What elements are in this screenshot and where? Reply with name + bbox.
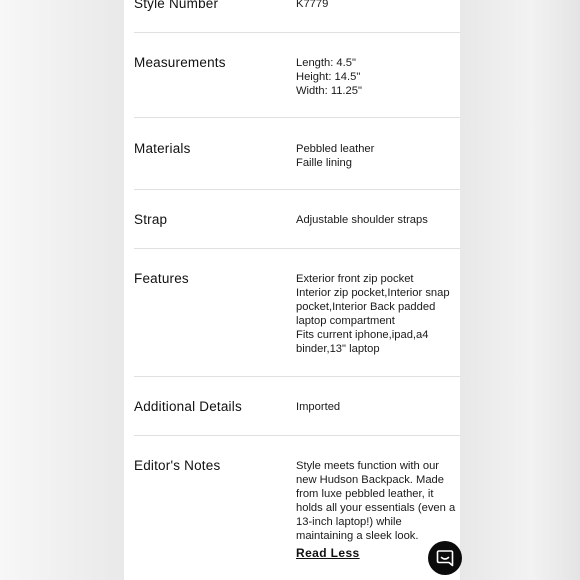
divider <box>134 189 460 190</box>
divider <box>134 117 460 118</box>
right-margin <box>460 0 580 580</box>
detail-label: Additional Details <box>134 399 242 414</box>
detail-value-line: Length: 4.5" <box>296 57 356 69</box>
detail-label: Materials <box>134 141 191 156</box>
chat-button[interactable] <box>428 541 462 575</box>
detail-value-line: Width: 11.25" <box>296 85 362 97</box>
left-margin <box>0 0 124 580</box>
detail-label: Style Number <box>134 0 219 11</box>
divider <box>134 376 460 377</box>
detail-value-line: K7779 <box>296 0 329 10</box>
detail-label: Strap <box>134 212 168 227</box>
detail-value <box>296 142 460 170</box>
divider <box>134 435 460 436</box>
detail-value-line: Height: 14.5" <box>296 71 361 83</box>
detail-value-line: Fits current iphone,ipad,a4 binder,13" laptop <box>296 329 429 355</box>
detail-value-line: Adjustable shoulder straps <box>296 214 428 226</box>
read-less-link[interactable]: Read Less <box>296 546 360 560</box>
detail-label: Editor's Notes <box>134 458 221 473</box>
detail-value <box>296 213 460 227</box>
detail-value-line: Faille lining <box>296 157 352 169</box>
detail-value <box>296 0 460 11</box>
detail-value <box>296 400 460 414</box>
product-details-panel <box>124 0 460 580</box>
detail-value-line: Style meets function with our new Hudson Backpack. Made from luxe pebbled leather, it holds all your essentials (even a 13-inch laptop!) while maintaining a sleek look. <box>296 460 456 542</box>
detail-value <box>296 272 460 356</box>
detail-value-line: Interior zip pocket,Interior snap pocket,Interior Back padded laptop compartment <box>296 287 450 327</box>
detail-value-line: Imported <box>296 401 341 413</box>
detail-value-line: Pebbled leather <box>296 143 375 155</box>
detail-label: Measurements <box>134 55 226 70</box>
chat-bubble-icon <box>435 548 455 568</box>
detail-value <box>296 56 460 98</box>
detail-label: Features <box>134 271 189 286</box>
detail-value <box>296 459 460 543</box>
divider <box>134 248 460 249</box>
divider <box>134 32 460 33</box>
detail-value-line: Exterior front zip pocket <box>296 273 414 285</box>
